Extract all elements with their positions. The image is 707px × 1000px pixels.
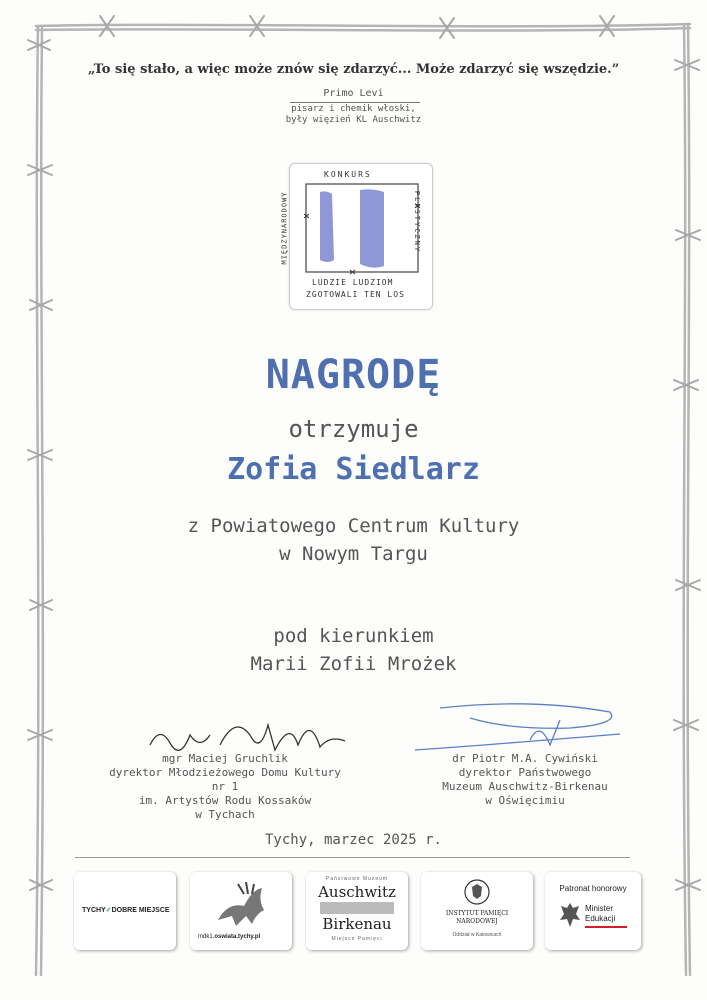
patron-red-line	[585, 926, 627, 928]
logo-text-left: MIĘDZYNARODOWY	[280, 191, 289, 265]
signatory-1-name: mgr Maciej Gruchlik	[162, 752, 288, 765]
patron-title: Patronat honorowy	[559, 884, 627, 893]
tychy-name: TYCHY	[82, 907, 106, 914]
guidance-label: pod kierunkiem	[273, 625, 434, 647]
logo-graphic	[290, 164, 432, 309]
tychy-logo	[82, 906, 170, 914]
museum-top-line: Państwowe Muzeum	[325, 876, 389, 882]
mdk-url	[198, 934, 260, 940]
ipn-name-1: INSTYTUT PAMIĘCI	[445, 910, 509, 917]
logo-text-bottom-1: LUDZIE LUDZIOM	[312, 278, 394, 287]
institution-line-2: w Nowym Targu	[279, 543, 428, 565]
signatory-1-title-3: w Tychach	[195, 808, 255, 821]
signatory-2-title-3: w Oświęcimiu	[485, 794, 565, 807]
partners-divider	[75, 857, 630, 858]
guidance-teacher: Marii Zofii Mrożek	[250, 653, 457, 675]
patron-minister: Minister	[585, 904, 614, 913]
ipn-branch: Oddział w Katowicach	[452, 932, 502, 938]
check-icon: ✓	[105, 907, 112, 914]
recipient-name: Zofia Siedlarz	[227, 452, 480, 487]
ipn-name-2: NARODOWEJ	[456, 918, 498, 925]
patron-education: Edukacji	[585, 914, 616, 923]
receives-label: otrzymuje	[288, 415, 419, 443]
signatory-2-name: dr Piotr M.A. Cywiński	[452, 752, 598, 765]
institution	[0, 512, 707, 568]
mdk-url-domain: oswiata.tychy.pl	[214, 934, 261, 940]
signatory-1-title: dyrektor Młodzieżowego Domu Kultury nr 1	[109, 766, 341, 793]
guidance	[0, 622, 707, 678]
institution-line-1: z Powiatowego Centrum Kultury	[187, 515, 520, 537]
author-desc-line-1: pisarz i chemik włoski,	[291, 104, 416, 114]
museum-auschwitz: Auschwitz	[318, 883, 396, 901]
signatory-2-title-2: Muzeum Auschwitz-Birkenau	[442, 780, 608, 793]
museum-gate-image	[320, 902, 394, 914]
ipn-emblem-icon	[463, 878, 491, 906]
partner-tychy	[74, 872, 176, 950]
tychy-slogan: DOBRE MIEJSCE	[111, 907, 170, 914]
logo-text-top: KONKURS	[324, 170, 372, 179]
author-divider	[290, 102, 420, 103]
motto-quote: „To się stało, a więc może znów się zdarzyć... Może zdarzyć się wszędzie.”	[87, 62, 620, 77]
museum-bottom-line: Miejsce Pamięci	[331, 936, 383, 942]
logo-text-bottom-2: ZGOTOWALI TEN LOS	[306, 290, 405, 299]
mdk-url-prefix: mdk1.	[198, 934, 215, 940]
partner-patron	[545, 872, 641, 950]
signatory-1	[100, 752, 350, 822]
signatory-1-title-2: im. Artystów Rodu Kossaków	[138, 794, 312, 807]
contest-logo	[280, 163, 433, 310]
quote-author: Primo Levi	[323, 88, 384, 99]
logo-text-right: PLASTYCZNY	[413, 190, 422, 254]
partner-museum	[306, 872, 408, 950]
signatory-2	[420, 752, 630, 808]
award-title: NAGRODĘ	[265, 352, 442, 398]
partner-ipn	[421, 872, 533, 950]
horse-logo-icon	[208, 880, 274, 932]
author-desc-line-2: były więzień KL Auschwitz	[285, 115, 422, 125]
eagle-emblem-icon	[559, 900, 581, 930]
signature-right	[410, 700, 630, 760]
signatory-2-title: dyrektor Państwowego	[458, 766, 592, 779]
place-date: Tychy, marzec 2025 r.	[264, 832, 442, 848]
partner-mdk	[190, 872, 292, 950]
museum-birkenau: Birkenau	[322, 915, 392, 933]
quote-author-desc	[0, 104, 707, 126]
